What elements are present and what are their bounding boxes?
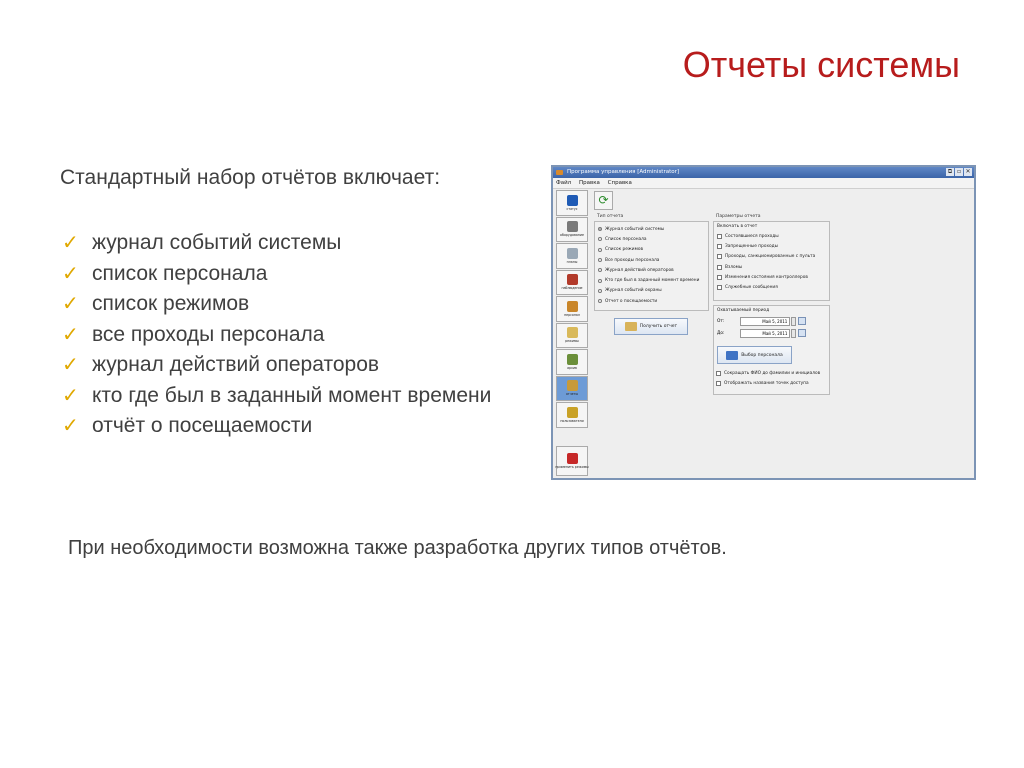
plans-icon bbox=[567, 248, 578, 259]
list-item bbox=[62, 289, 502, 320]
sidebar-item-equipment[interactable] bbox=[556, 217, 588, 243]
include-option[interactable] bbox=[714, 272, 829, 282]
date-to-row bbox=[714, 327, 829, 339]
equipment-icon bbox=[567, 221, 578, 232]
extra-options bbox=[713, 368, 831, 389]
sidebar bbox=[555, 190, 589, 469]
checkbox-icon[interactable] bbox=[717, 234, 722, 239]
calendar-icon[interactable] bbox=[798, 317, 806, 325]
radio-icon[interactable] bbox=[598, 258, 602, 262]
report-type-title: Тип отчета bbox=[597, 214, 624, 219]
list-item-text: все проходы персонала bbox=[92, 322, 325, 346]
include-option-label: Служебные сообщения bbox=[725, 285, 778, 291]
checkmark-icon: ✓ bbox=[62, 293, 79, 315]
checkbox-icon[interactable] bbox=[716, 381, 721, 386]
report-option-label: Журнал событий охраны bbox=[605, 288, 662, 294]
report-option-label: Список режимов bbox=[605, 247, 643, 253]
list-item-text: журнал событий системы bbox=[92, 231, 342, 254]
list-item bbox=[62, 320, 502, 351]
sidebar-item-label: отчеты bbox=[565, 392, 579, 397]
report-option[interactable] bbox=[595, 265, 708, 275]
sidebar-item-personnel[interactable] bbox=[556, 296, 588, 322]
radio-icon[interactable] bbox=[598, 299, 602, 303]
slide-title: Отчеты системы bbox=[682, 44, 960, 85]
radio-icon[interactable] bbox=[598, 279, 602, 283]
include-title: Включать в отчет bbox=[717, 224, 758, 229]
sidebar-item-plans[interactable] bbox=[556, 243, 588, 269]
checkmark-icon: ✓ bbox=[62, 323, 79, 346]
include-option[interactable] bbox=[714, 262, 829, 272]
include-option-label: Запрещенные проходы bbox=[725, 243, 778, 249]
include-group bbox=[713, 221, 830, 301]
include-option-label: Состоявшиеся проходы bbox=[725, 233, 779, 239]
radio-selected-icon[interactable] bbox=[598, 227, 602, 231]
checkmark-icon: ✓ bbox=[62, 262, 79, 285]
checkbox-icon[interactable] bbox=[716, 371, 721, 376]
include-option-label: Проходы, санкционированные с пульта bbox=[725, 254, 816, 260]
get-report-button[interactable] bbox=[614, 318, 688, 335]
apply-button-label: применить режимы bbox=[555, 465, 589, 469]
extra-option-label: Отображать названия точек доступа bbox=[724, 380, 809, 386]
maximize-icon[interactable]: ▫ bbox=[956, 168, 962, 175]
list-item bbox=[62, 350, 502, 381]
checkmark-icon: ✓ bbox=[62, 354, 79, 376]
checkbox-icon[interactable] bbox=[717, 254, 722, 259]
include-option-label: Изменения состояния контроллеров bbox=[725, 274, 808, 280]
list-item-text: список режимов bbox=[92, 292, 250, 315]
personnel-select-icon bbox=[726, 351, 738, 360]
calendar-icon[interactable] bbox=[798, 329, 806, 337]
sidebar-item-reports[interactable] bbox=[556, 376, 588, 402]
monitoring-icon bbox=[567, 274, 578, 285]
window-titlebar bbox=[553, 167, 974, 178]
sidebar-item-label: оборудование bbox=[560, 233, 584, 238]
list-item-text: кто где был в заданный момент времени bbox=[92, 383, 492, 407]
report-option-label: Все проходы персонала bbox=[605, 257, 660, 263]
list-item-text: журнал действий операторов bbox=[92, 353, 380, 376]
report-option-label: Кто где был в заданный момент времени bbox=[605, 278, 700, 284]
report-option[interactable] bbox=[595, 224, 708, 234]
radio-icon[interactable] bbox=[598, 237, 602, 241]
sidebar-item-label: статус bbox=[566, 206, 578, 211]
app-screenshot bbox=[551, 165, 976, 480]
include-option[interactable] bbox=[714, 231, 829, 241]
checkmark-icon: ✓ bbox=[62, 384, 79, 407]
users-key-icon bbox=[567, 407, 578, 418]
list-item bbox=[62, 228, 502, 259]
extra-option[interactable] bbox=[713, 368, 831, 378]
personnel-icon bbox=[567, 301, 578, 312]
select-personnel-button[interactable] bbox=[717, 346, 792, 364]
sidebar-item-label: наблюдение bbox=[561, 286, 583, 291]
report-option[interactable] bbox=[595, 275, 708, 285]
date-from-input[interactable]: Май 5, 2011 bbox=[740, 317, 790, 326]
window-title: Программа управления [Administrator] bbox=[567, 169, 680, 175]
archive-icon bbox=[567, 354, 578, 365]
radio-icon[interactable] bbox=[598, 268, 602, 272]
checkbox-icon[interactable] bbox=[717, 244, 722, 249]
date-to-input[interactable]: Май 5, 2011 bbox=[740, 329, 790, 338]
include-option[interactable] bbox=[714, 241, 829, 251]
list-item bbox=[62, 259, 502, 290]
restore-icon[interactable]: ⧉ bbox=[947, 168, 953, 175]
report-option[interactable] bbox=[595, 296, 708, 306]
spinner-icon[interactable] bbox=[791, 317, 796, 326]
menu-file[interactable]: Файл bbox=[556, 180, 572, 186]
extra-option[interactable] bbox=[713, 378, 831, 388]
menu-edit[interactable]: Правка bbox=[578, 180, 600, 186]
sidebar-item-monitoring[interactable] bbox=[556, 270, 588, 296]
extra-option-label: Сокращать ФИО до фамилии и инициалов bbox=[724, 370, 821, 376]
list-item-text: отчёт о посещаемости bbox=[92, 414, 313, 437]
apply-modes-button[interactable] bbox=[556, 446, 588, 476]
menu-bar bbox=[553, 178, 974, 189]
report-option[interactable] bbox=[595, 234, 708, 244]
report-option[interactable] bbox=[595, 255, 708, 265]
user-status-icon bbox=[567, 195, 578, 206]
list-item-text: список персонала bbox=[92, 261, 268, 285]
include-option[interactable] bbox=[714, 282, 829, 292]
menu-help[interactable]: Справка bbox=[607, 180, 632, 186]
report-option-label: Журнал событий системы bbox=[605, 226, 665, 232]
include-option-label: Взломы bbox=[725, 264, 743, 270]
list-item bbox=[62, 381, 502, 412]
radio-icon[interactable] bbox=[598, 289, 602, 293]
sidebar-item-status[interactable] bbox=[556, 190, 588, 216]
checkbox-icon[interactable] bbox=[717, 285, 722, 290]
apply-download-icon bbox=[567, 453, 578, 464]
modes-icon bbox=[567, 327, 578, 338]
radio-icon[interactable] bbox=[598, 248, 602, 252]
report-bullet-list bbox=[62, 228, 502, 442]
date-from-label: От: bbox=[717, 318, 725, 324]
date-to-label: До: bbox=[717, 330, 725, 336]
sidebar-item-modes[interactable] bbox=[556, 323, 588, 349]
report-type-group bbox=[594, 221, 709, 311]
report-pencil-icon bbox=[625, 322, 637, 331]
footer-note: При необходимости возможна также разработка других типов отчётов. bbox=[68, 537, 727, 559]
include-option[interactable] bbox=[714, 252, 829, 262]
intro-text: Стандартный набор отчётов включает: bbox=[60, 166, 441, 189]
sidebar-item-users[interactable] bbox=[556, 402, 588, 428]
report-params-title: Параметры отчета bbox=[716, 214, 761, 219]
report-option-label: Журнал действий операторов bbox=[605, 267, 674, 273]
sidebar-item-label: режимы bbox=[565, 339, 579, 344]
date-from-row bbox=[714, 315, 829, 327]
checkmark-icon: ✓ bbox=[62, 415, 79, 437]
sidebar-item-label: персонал bbox=[564, 312, 580, 317]
list-item bbox=[62, 411, 502, 442]
refresh-button[interactable]: ⟳ bbox=[594, 191, 613, 210]
reports-icon bbox=[567, 380, 578, 391]
sidebar-item-label: архив bbox=[567, 365, 577, 370]
report-option[interactable] bbox=[595, 245, 708, 255]
sidebar-item-archive[interactable] bbox=[556, 349, 588, 375]
sidebar-item-label: планы bbox=[566, 259, 578, 264]
checkbox-icon[interactable] bbox=[717, 265, 722, 270]
app-logo-icon bbox=[556, 170, 563, 175]
checkbox-icon[interactable] bbox=[717, 275, 722, 280]
sidebar-item-label: пользователи bbox=[560, 418, 584, 423]
report-option[interactable] bbox=[595, 286, 708, 296]
report-option-label: Список персонала bbox=[605, 236, 647, 242]
close-icon[interactable]: ✕ bbox=[965, 168, 971, 175]
report-option-label: Отчет о посещаемости bbox=[605, 298, 658, 304]
period-title: Охватываемый период bbox=[717, 308, 770, 313]
checkmark-icon: ✓ bbox=[62, 232, 79, 254]
spinner-icon[interactable] bbox=[791, 329, 796, 338]
select-personnel-label: Выбор персонала bbox=[741, 352, 783, 358]
get-report-label: Получить отчет bbox=[639, 324, 678, 329]
